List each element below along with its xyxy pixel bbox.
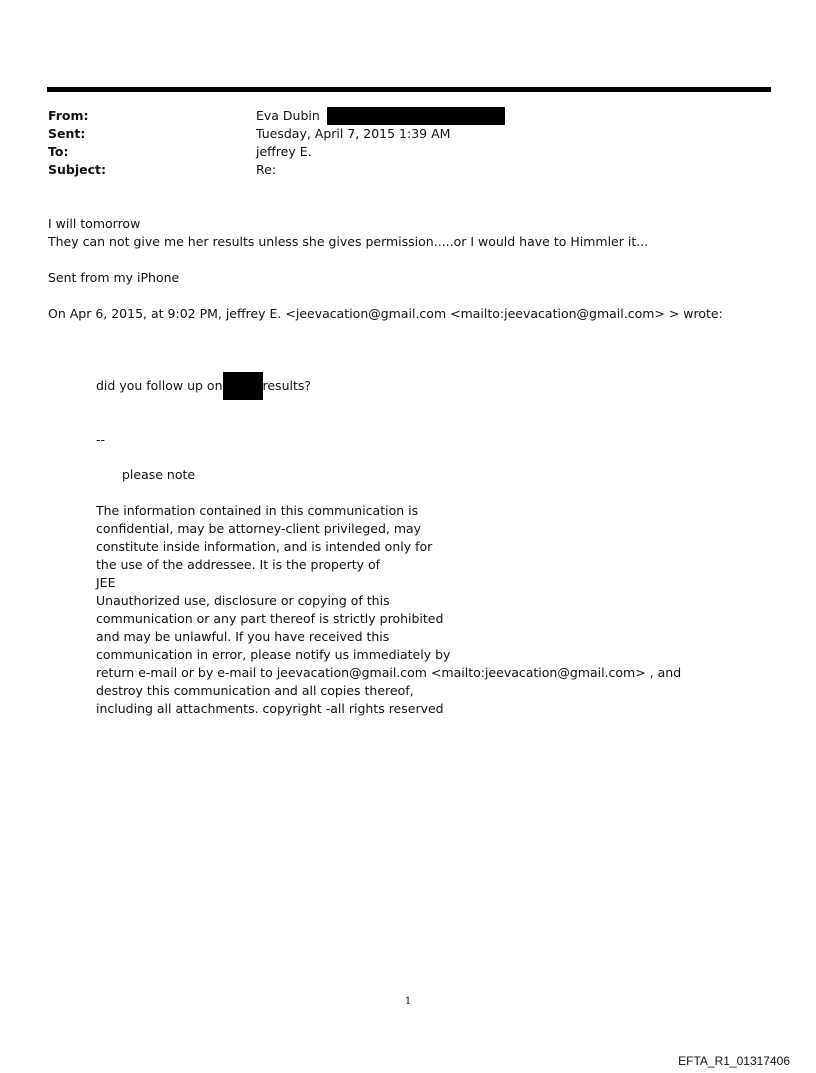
notice-line: The information contained in this communication is — [96, 503, 419, 518]
quoted-question — [96, 377, 311, 400]
redaction-box — [223, 372, 263, 400]
body-line-1: I will tomorrow — [48, 216, 141, 231]
body-line-2: They can not give me her results unless she gives permission.....or I would have to Himmler it... — [48, 234, 649, 249]
bates-number: EFTA_R1_01317406 — [678, 1054, 790, 1068]
confidentiality-notice — [96, 502, 681, 718]
from-row — [48, 107, 320, 125]
question-after: results? — [262, 378, 312, 393]
notice-line: the use of the addressee. It is the property of — [96, 557, 381, 572]
notice-line: including all attachments. copyright -all rights reserved — [96, 701, 444, 716]
quote-intro: On Apr 6, 2015, at 9:02 PM, jeffrey E. <jeevacation@gmail.com <mailto:jeevacation@gmail.com> > wrote: — [48, 306, 723, 321]
question-before: did you follow up on — [96, 378, 223, 393]
notice-line: return e-mail or by e-mail to jeevacation@gmail.com <mailto:jeevacation@gmail.com> , and — [96, 665, 682, 680]
quote-separator: -- — [96, 432, 106, 447]
from-name: Eva Dubin — [256, 108, 320, 123]
from-label: From: — [48, 108, 89, 123]
to-row — [48, 143, 312, 161]
notice-line: JEE — [96, 575, 116, 590]
to-value: jeffrey E. — [256, 144, 312, 159]
notice-line: communication in error, please notify us immediately by — [96, 647, 451, 662]
sent-row — [48, 125, 451, 143]
notice-line: confidential, may be attorney-client privileged, may — [96, 521, 422, 536]
redaction-box — [327, 107, 505, 125]
sent-from-signature: Sent from my iPhone — [48, 270, 180, 285]
sent-label: Sent: — [48, 126, 86, 141]
notice-line: communication or any part thereof is strictly prohibited — [96, 611, 444, 626]
notice-line: destroy this communication and all copies thereof, — [96, 683, 414, 698]
from-value — [256, 107, 505, 125]
subject-row — [48, 161, 277, 179]
subject-value: Re: — [256, 162, 277, 177]
header-divider — [47, 87, 771, 92]
to-label: To: — [48, 144, 69, 159]
sent-value: Tuesday, April 7, 2015 1:39 AM — [256, 126, 451, 141]
please-note: please note — [122, 467, 196, 482]
notice-line: and may be unlawful. If you have received this — [96, 629, 390, 644]
subject-label: Subject: — [48, 162, 106, 177]
notice-line: Unauthorized use, disclosure or copying of this — [96, 593, 390, 608]
page-number: 1 — [404, 996, 412, 1007]
notice-line: constitute inside information, and is intended only for — [96, 539, 433, 554]
